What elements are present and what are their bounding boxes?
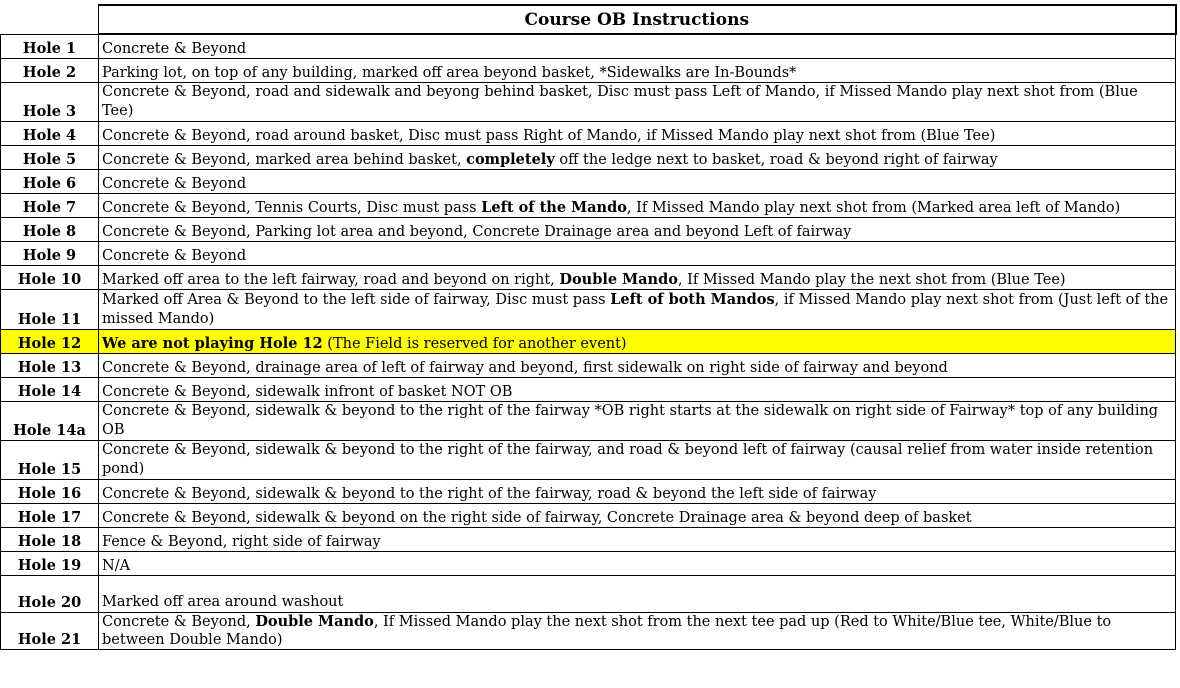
description-text: Parking lot, on top of any building, marked off area beyond basket, *Sidewalks are In-Bounds* (102, 65, 797, 81)
description-text: Concrete & Beyond, road and sidewalk and beyong behind basket, Disc must pass Left of Mando, if Missed Mando play next shot from (Blue Tee) (102, 84, 1138, 119)
ob-description (99, 290, 1176, 330)
description-text: Concrete & Beyond (102, 176, 247, 192)
hole-label: Hole 13 (1, 354, 99, 378)
table-row (1, 402, 1176, 441)
table-row (1, 83, 1176, 122)
emphasis-text: completely (466, 151, 555, 168)
hole-label: Hole 14a (1, 402, 99, 441)
hole-label: Hole 15 (1, 441, 99, 480)
table-body (1, 34, 1176, 650)
description-text: Concrete & Beyond, sidewalk & beyond to the right of the fairway *OB right starts at the sidewalk on right side of Fairway* top of any building OB (102, 403, 1159, 438)
table-row (1, 290, 1176, 330)
table-row (1, 576, 1176, 613)
hole-label: Hole 9 (1, 242, 99, 266)
ob-description (99, 34, 1176, 59)
hole-label: Hole 14 (1, 378, 99, 402)
description-text: Concrete & Beyond, Parking lot area and beyond, Concrete Drainage area and beyond Left of fairway (102, 224, 852, 240)
ob-description (99, 242, 1176, 266)
ob-description (99, 402, 1176, 441)
table-row (1, 480, 1176, 504)
hole-label: Hole 12 (1, 330, 99, 354)
description-text: Marked off area around washout (102, 594, 344, 610)
hole-label: Hole 11 (1, 290, 99, 330)
description-text: Concrete & Beyond, marked area behind basket, (102, 152, 467, 168)
ob-description (99, 218, 1176, 242)
table-row (1, 194, 1176, 218)
table-row (1, 34, 1176, 59)
ob-description (99, 266, 1176, 290)
hole-label: Hole 3 (1, 83, 99, 122)
ob-description (99, 378, 1176, 402)
emphasis-text: Double Mando (559, 271, 678, 288)
ob-description (99, 552, 1176, 576)
description-text: Concrete & Beyond, Tennis Courts, Disc must pass (102, 200, 482, 216)
description-text: (The Field is reserved for another event) (322, 336, 627, 352)
ob-description (99, 170, 1176, 194)
table-row (1, 528, 1176, 552)
header-blank-cell (1, 5, 99, 34)
hole-label: Hole 20 (1, 576, 99, 613)
description-text: , If Missed Mando play the next shot from the next tee pad up (Red to White/Blue tee, White/Blue to between Double Mando) (102, 614, 1112, 648)
hole-label: Hole 21 (1, 613, 99, 650)
ob-description (99, 194, 1176, 218)
ob-description (99, 354, 1176, 378)
hole-label: Hole 6 (1, 170, 99, 194)
table-row (1, 552, 1176, 576)
emphasis-text: Left of both Mandos (610, 291, 775, 308)
ob-description (99, 330, 1176, 354)
ob-instructions-table (0, 4, 1177, 650)
table-row (1, 330, 1176, 354)
hole-label: Hole 2 (1, 59, 99, 83)
table-row (1, 59, 1176, 83)
emphasis-text: Left of the Mando (481, 199, 627, 216)
ob-description (99, 83, 1176, 122)
description-text: Concrete & Beyond (102, 248, 247, 264)
description-text: Concrete & Beyond (102, 41, 247, 57)
description-text: N/A (102, 558, 131, 574)
description-text: Marked off Area & Beyond to the left side of fairway, Disc must pass (102, 292, 611, 308)
hole-label: Hole 16 (1, 480, 99, 504)
ob-description (99, 576, 1176, 613)
ob-description (99, 504, 1176, 528)
description-text: Concrete & Beyond, sidewalk & beyond to the right of the fairway, and road & beyond left of fairway (causal relief from water inside retention pond) (102, 442, 1154, 477)
header-row (1, 5, 1176, 34)
hole-label: Hole 7 (1, 194, 99, 218)
ob-description (99, 613, 1176, 650)
description-text: Concrete & Beyond, drainage area of left of fairway and beyond, first sidewalk on right side of fairway and beyond (102, 360, 948, 376)
hole-label: Hole 5 (1, 146, 99, 170)
description-text: Concrete & Beyond, sidewalk & beyond to the right of the fairway, road & beyond the left side of fairway (102, 486, 877, 502)
table-row (1, 218, 1176, 242)
ob-description (99, 59, 1176, 83)
hole-label: Hole 1 (1, 34, 99, 59)
emphasis-text: We are not playing Hole 12 (102, 335, 323, 352)
description-text: Concrete & Beyond, sidewalk infront of basket NOT OB (102, 384, 513, 400)
table-row (1, 354, 1176, 378)
description-text: , If Missed Mando play the next shot from (Blue Tee) (677, 272, 1066, 288)
description-text: , If Missed Mando play next shot from (Marked area left of Mando) (626, 200, 1121, 216)
description-text: , if Missed Mando play next shot from (Just left of the missed Mando) (102, 292, 1169, 327)
hole-label: Hole 17 (1, 504, 99, 528)
table-row (1, 266, 1176, 290)
ob-description (99, 480, 1176, 504)
description-text: Marked off area to the left fairway, road and beyond on right, (102, 272, 560, 288)
hole-label: Hole 19 (1, 552, 99, 576)
ob-description (99, 528, 1176, 552)
table-row (1, 378, 1176, 402)
table-row (1, 146, 1176, 170)
description-text: Concrete & Beyond, road around basket, Disc must pass Right of Mando, if Missed Mando play next shot from (Blue Tee) (102, 128, 996, 144)
table-row (1, 613, 1176, 650)
hole-label: Hole 10 (1, 266, 99, 290)
description-text: off the ledge next to basket, road & beyond right of fairway (554, 152, 998, 168)
hole-label: Hole 4 (1, 122, 99, 146)
table-title: Course OB Instructions (99, 5, 1176, 34)
description-text: Fence & Beyond, right side of fairway (102, 534, 381, 550)
table-row (1, 122, 1176, 146)
table-row (1, 441, 1176, 480)
table-row (1, 242, 1176, 266)
ob-description (99, 122, 1176, 146)
ob-description (99, 146, 1176, 170)
hole-label: Hole 8 (1, 218, 99, 242)
description-text: Concrete & Beyond, sidewalk & beyond on the right side of fairway, Concrete Drainage area & beyond deep of basket (102, 510, 972, 526)
emphasis-text: Double Mando (255, 613, 374, 630)
ob-description (99, 441, 1176, 480)
description-text: Concrete & Beyond, (102, 614, 256, 630)
table-row (1, 504, 1176, 528)
table-row (1, 170, 1176, 194)
hole-label: Hole 18 (1, 528, 99, 552)
